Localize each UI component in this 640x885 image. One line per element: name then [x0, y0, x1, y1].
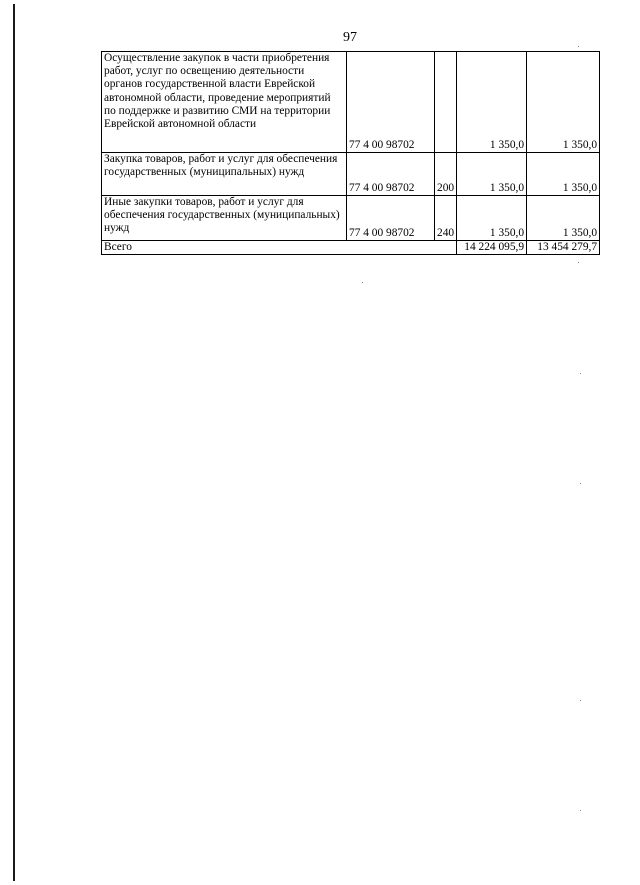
row-sum-1: 1 350,0: [457, 196, 527, 241]
row-sum-1: 1 350,0: [457, 153, 527, 196]
scan-speck: [578, 46, 579, 47]
row-vr: 200: [435, 153, 457, 196]
row-sum-2: 1 350,0: [527, 52, 600, 153]
row-name: Осуществление закупок в части приобретения работ, услуг по освещению деятельности органов государственной власти Еврейской автономной области, проведение мероприятий по поддержке и развитию СМИ на территории Еврейской автономной области: [102, 52, 347, 153]
row-sum-1: 1 350,0: [457, 52, 527, 153]
total-sum-1: 14 224 095,9: [457, 241, 527, 255]
binding-line: [13, 4, 15, 881]
budget-table: [101, 51, 600, 255]
row-code: 77 4 00 98702: [347, 52, 435, 153]
total-label: Всего: [102, 241, 457, 255]
scan-speck: [578, 262, 579, 263]
scan-speck: [580, 483, 581, 484]
scan-speck: [362, 282, 363, 283]
row-vr: 240: [435, 196, 457, 241]
scan-speck: [580, 810, 581, 811]
scan-speck: [580, 700, 581, 701]
row-vr: [435, 52, 457, 153]
row-code: 77 4 00 98702: [347, 153, 435, 196]
table-row: [102, 196, 600, 241]
table-row: [102, 153, 600, 196]
page-number: 97: [343, 30, 357, 45]
table-row: [102, 52, 600, 153]
row-sum-2: 1 350,0: [527, 196, 600, 241]
row-name: Закупка товаров, работ и услуг для обеспечения государственных (муниципальных) нужд: [102, 153, 347, 196]
row-code: 77 4 00 98702: [347, 196, 435, 241]
row-name: Иные закупки товаров, работ и услуг для обеспечения государственных (муниципальных) нужд: [102, 196, 347, 241]
total-row: [102, 241, 600, 255]
total-sum-2: 13 454 279,7: [527, 241, 600, 255]
row-sum-2: 1 350,0: [527, 153, 600, 196]
scan-speck: [580, 373, 581, 374]
